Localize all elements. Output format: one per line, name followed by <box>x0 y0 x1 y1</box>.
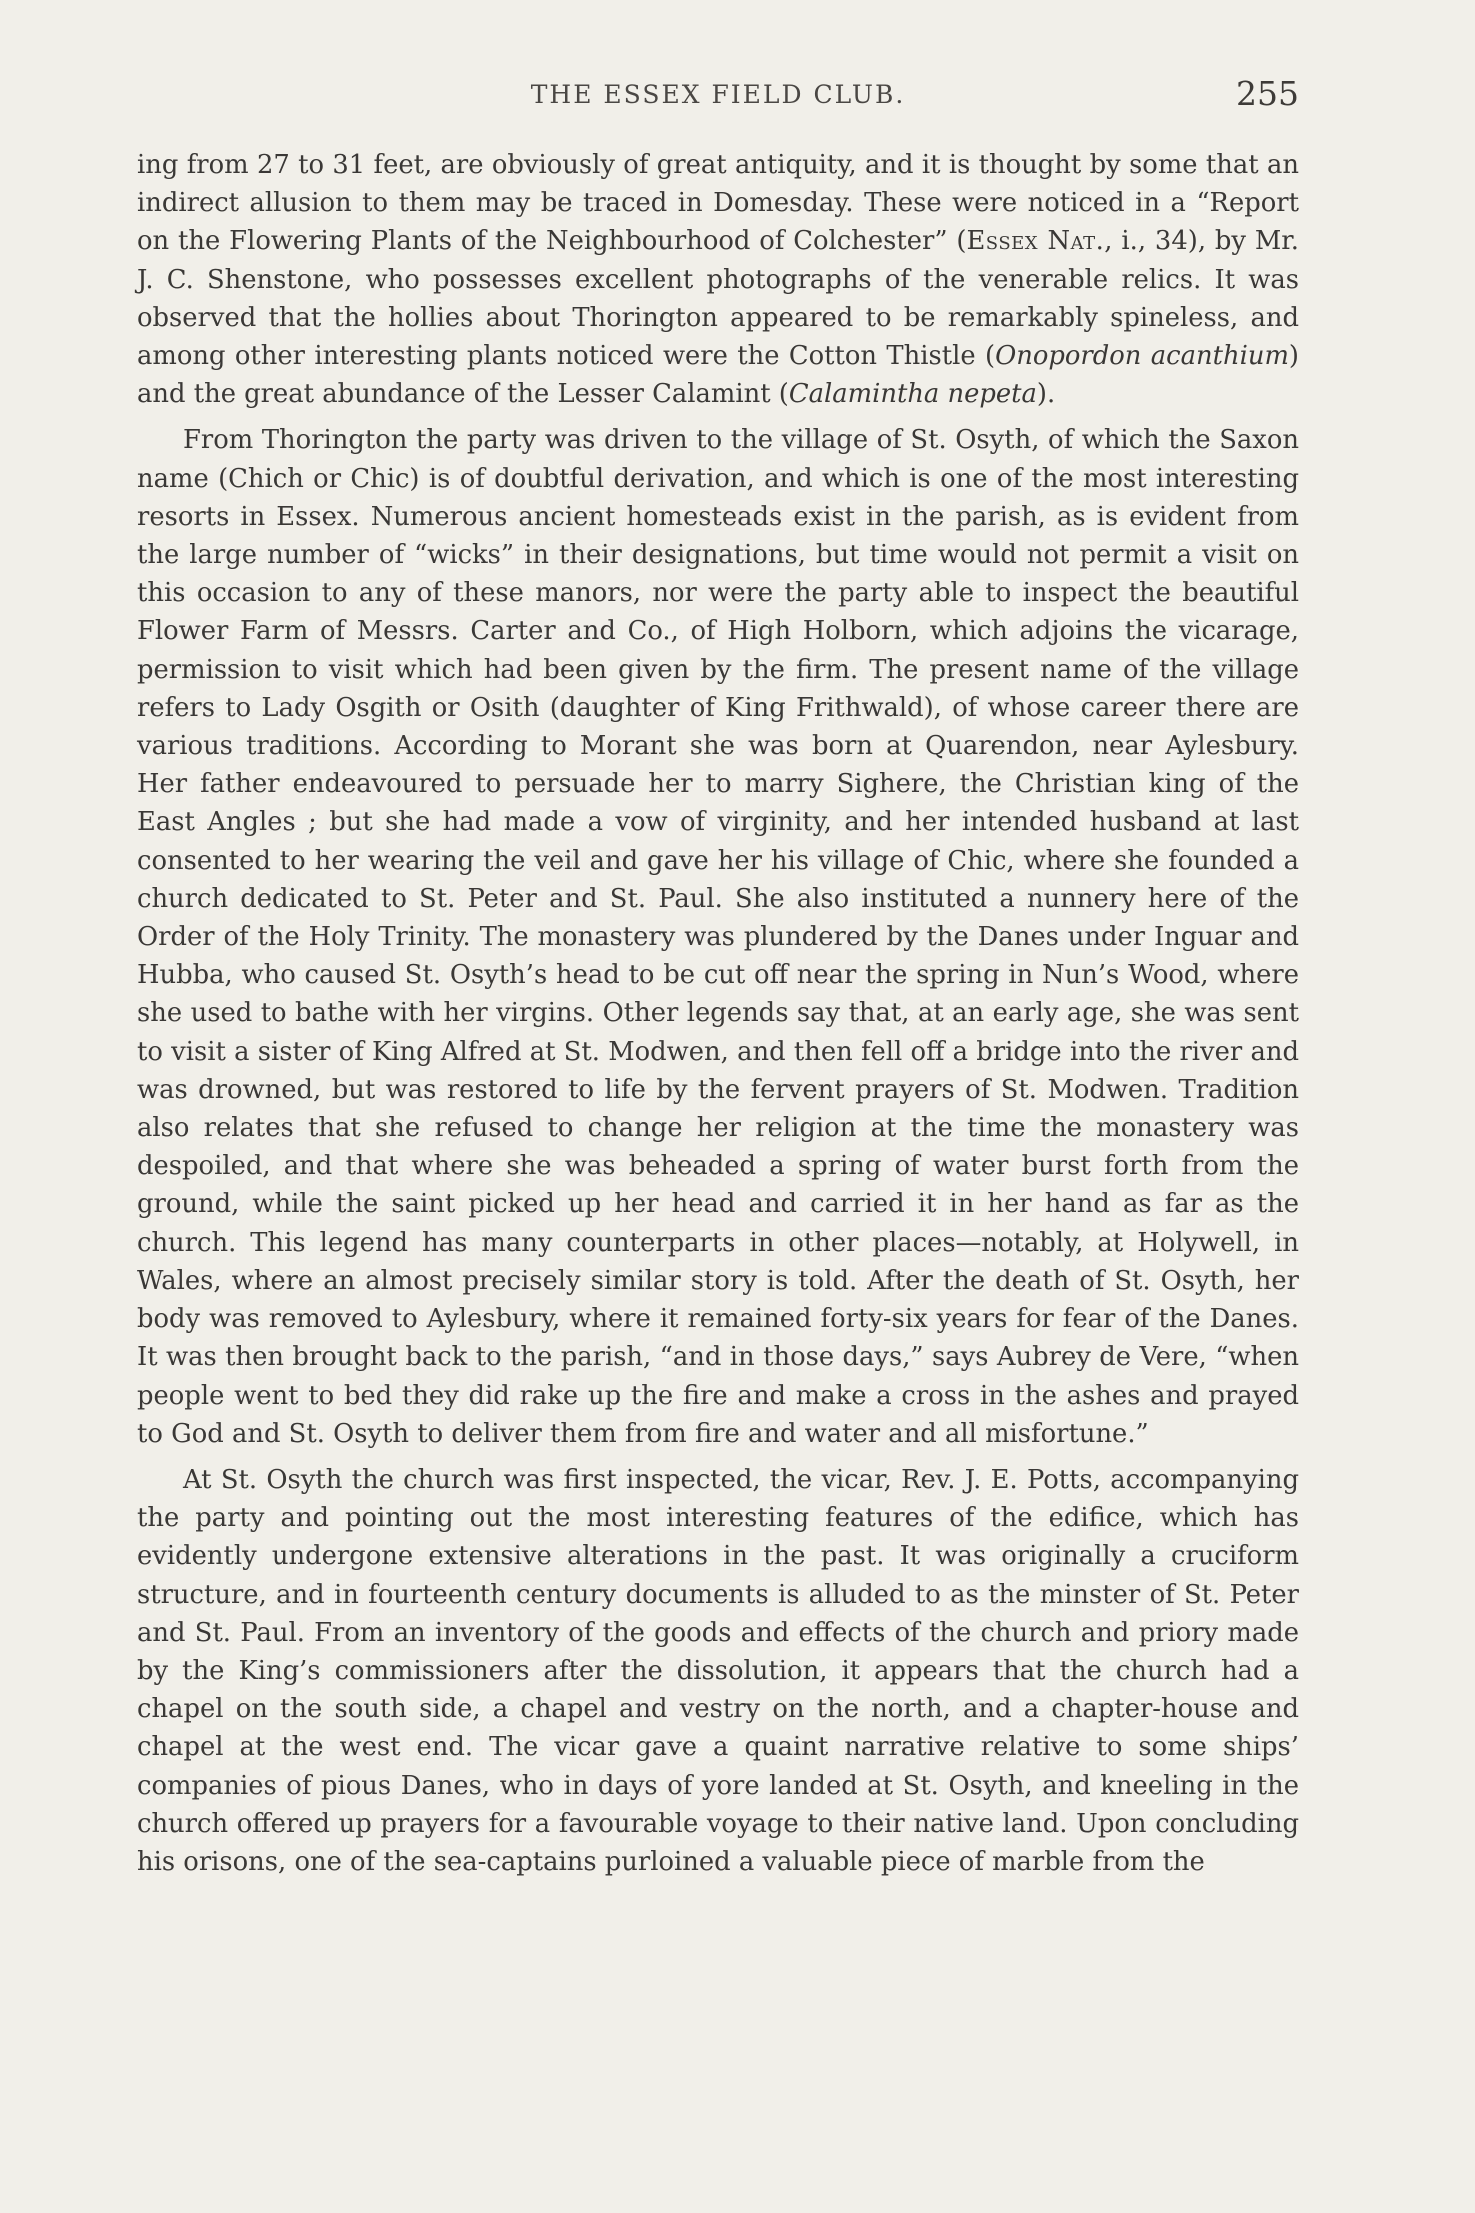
page-header <box>137 72 1299 116</box>
small-caps-citation: Essex Nat. <box>966 226 1105 257</box>
italic-term: Calamintha nepeta <box>788 379 1037 410</box>
paragraph-2 <box>137 421 1299 1452</box>
text-run: From Thorington the party was driven to the village of St. Osyth, of which the Saxon name (Chich or Chic) is of doubtful derivation, and which is one of the most interesting resorts in Essex. Numerous ancient homesteads exist in the parish, as is evident from the large number of “wicks” in their designations, but time would not permit a visit on this occasion to any of these manors, nor were the party able to inspect the beautiful Flower Farm of Messrs. Carter and Co., of High Holborn, which adjoins the vicarage, permission to visit which had been given by the firm. The present name of the village refers to Lady Osgith or Osith (daughter of King Frithwald), of whose career there are various traditions. According to Morant she was born at Quarendon, near Aylesbury. Her father endeavoured to persuade her to marry Sighere, the Christian king of the East Angles ; but she had made a vow of virginity, and her intended husband at last consented to her wearing the veil and gave her his village of Chic, where she founded a church dedicated to St. Peter and St. Paul. She also instituted a nunnery here of the Order of the Holy Trinity. The monastery was plundered by the Danes under Inguar and Hubba, who caused St. Osyth’s head to be cut off near the spring in Nun’s Wood, where she used to bathe with her virgins. Other legends say that, at an early age, she was sent to visit a sister of King Alfred at St. Modwen, and then fell off a bridge into the river and was drowned, but was restored to life by the fervent prayers of St. Modwen. Tradition also relates that she refused to change her religion at the time the monastery was despoiled, and that where she was beheaded a spring of water burst forth from the ground, while the saint picked up her head and carried it in her hand as far as the church. This legend has many counterparts in other places—notably, at Holywell, in Wales, where an almost precisely similar story is told. After the death of St. Osyth, her body was removed to Aylesbury, where it remained forty-six years for fear of the Danes. It was then brought back to the parish, “and in those days,” says Aubrey de Vere, “when people went to bed they did rake up the fire and make a cross in the ashes and prayed to God and St. Osyth to deliver them from fire and water and all misfortune.” <box>137 425 1299 1449</box>
text-run: ). <box>1036 379 1056 410</box>
paragraph-1 <box>137 146 1299 413</box>
page-number: 255 <box>1236 74 1299 113</box>
text-run: , i., 34), by Mr. J. C. Shenstone, who possesses excellent photographs of the venerable relics. It was observed that the hollies about Thorington appeared to be remarkably spineless, and among other interesting plants noticed were the Cotton Thistle ( <box>137 226 1299 372</box>
running-title: THE ESSEX FIELD CLUB. <box>530 80 906 109</box>
paragraph-3 <box>137 1461 1299 1881</box>
italic-term: Onopordon acanthium <box>995 341 1289 372</box>
text-run: ) and the great abundance of the Lesser Calamint ( <box>137 341 1299 410</box>
text-run: ing from 27 to 31 feet, are obviously of great antiquity, and it is thought by some that an indirect allusion to them may be traced in Domesday. These were noticed in a “Report on the Flowering Plants of the Neighbourhood of Colchester” ( <box>137 150 1299 257</box>
body-text <box>137 146 1299 1889</box>
text-run: At St. Osyth the church was first inspected, the vicar, Rev. J. E. Potts, accompanying the party and pointing out the most interesting features of the edifice, which has evidently undergone extensive alterations in the past. It was originally a cruciform structure, and in fourteenth century documents is alluded to as the minster of St. Peter and St. Paul. From an inventory of the goods and effects of the church and priory made by the King’s commissioners after the dissolution, it appears that the church had a chapel on the south side, a chapel and vestry on the north, and a chapter-house and chapel at the west end. The vicar gave a quaint narrative relative to some ships’ companies of pious Danes, who in days of yore landed at St. Osyth, and kneeling in the church offered up prayers for a favourable voyage to their native land. Upon concluding his orisons, one of the sea-captains purloined a valuable piece of marble from the <box>137 1464 1299 1877</box>
